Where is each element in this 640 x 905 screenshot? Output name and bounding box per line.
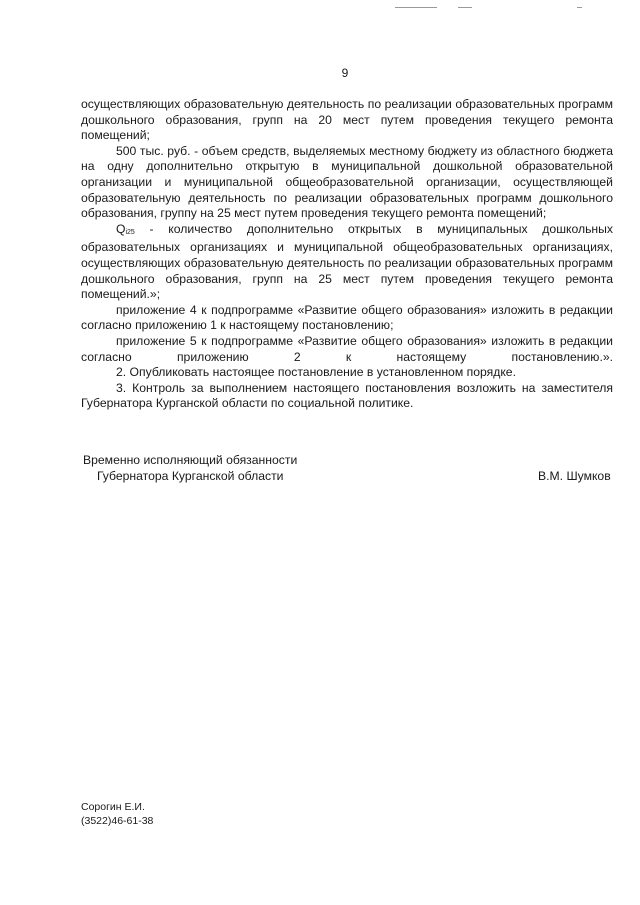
paragraph-7: 3. Контроль за выполнением настоящего постановления возложить на заместителя Губернатора Курганской области по социальной политике. [81,380,613,411]
paragraph-2: 500 тыс. руб. - объем средств, выделяемых местному бюджету из областного бюджета на одну дополнительно открытую в муниципальной дошкольной образовательной организации и муниципальной общеобразовательной организации, осуществляющей образовательную деятельность по реализации образовательных программ дошкольного образования, группу на 25 мест путем проведения текущего ремонта помещений; [81,143,613,221]
paragraph-3-text: - количество дополнительно открытых в муниципальных дошкольных образовательных организациях и муниципальной общеобразовательных организациях, осуществляющих образовательную деятельность по реализации образовательных программ дошкольного образования, групп на 25 мест путем проведения текущего ремонта помещений.»; [81,221,613,302]
signatory-name: В.М. Шумков [538,469,611,483]
page-number: 9 [341,66,349,80]
q-subscript: i25 [125,228,135,236]
executor-phone: (3522)46-61-38 [81,815,154,827]
signatory-position-line-2: Губернатора Курганской области [97,468,284,483]
scan-artifact-top-3 [577,7,582,8]
executor-name: Сорогин Е.И. [81,801,145,813]
q-symbol: Q [116,221,126,236]
scan-artifact-top-2 [458,7,472,8]
document-body [81,97,613,412]
paragraph-5: приложение 5 к подпрограмме «Развитие общего образования» изложить в редакции согласно приложению 2 к настоящему постановлению.». [81,333,613,364]
paragraph-6: 2. Опубликовать настоящее постановление в установленном порядке. [116,365,516,380]
paragraph-1: осуществляющих образовательную деятельность по реализации образовательных программ дошкольного образования, групп на 20 мест путем проведения текущего ремонта помещений; [81,97,613,143]
paragraph-3 [81,222,613,303]
scan-artifact-top-1 [395,7,437,8]
signatory-position-line-1: Временно исполняющий обязанности [83,453,298,467]
executor-info [81,800,153,828]
signatory-position [83,453,297,484]
paragraph-4: приложение 4 к подпрограмме «Развитие общего образования» изложить в редакции согласно приложению 1 к настоящему постановлению; [81,302,613,333]
